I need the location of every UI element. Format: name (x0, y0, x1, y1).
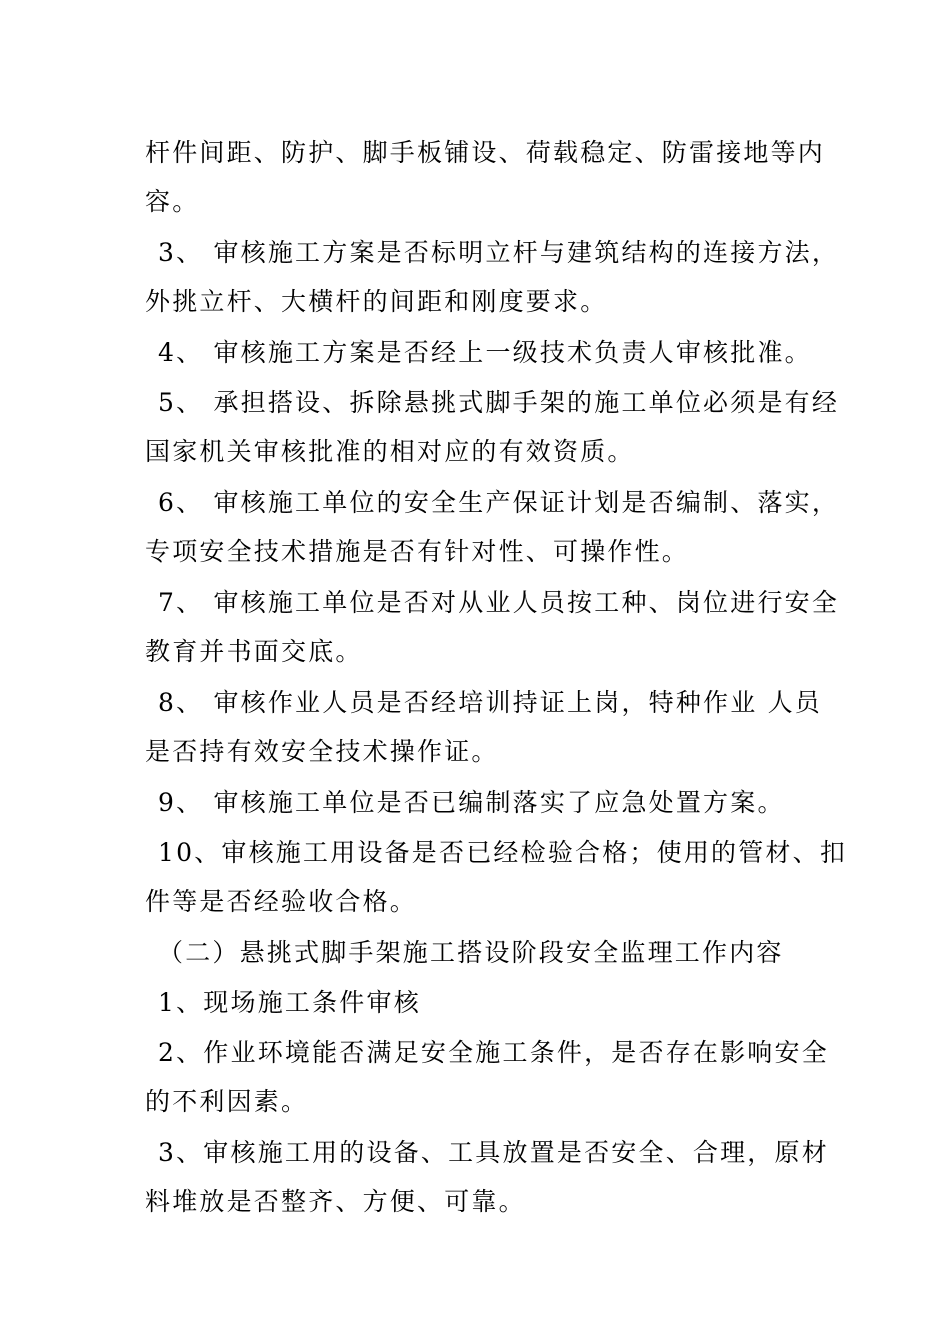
list-item-3b: 3、审核施工用的设备、工具放置是否安全、合理，原材 (158, 1138, 829, 1167)
text-line: 料堆放是否整齐、方便、可靠。 (145, 1187, 526, 1216)
section-heading: （二）悬挑式脚手架施工搭设阶段安全监理工作内容 (158, 938, 784, 967)
list-item-9: 9、 审核施工单位是否已编制落实了应急处置方案。 (158, 788, 785, 817)
list-item-8: 8、 审核作业人员是否经培训持证上岗，特种作业 人员 (158, 688, 823, 717)
list-item-3: 3、 审核施工方案是否标明立杆与建筑结构的连接方法， (158, 238, 840, 267)
text-line: 国家机关审核批准的相对应的有效资质。 (145, 437, 635, 466)
text-line: 容。 (145, 187, 200, 216)
list-item-7: 7、 审核施工单位是否对从业人员按工种、岗位进行安全 (158, 588, 840, 617)
list-item-6: 6、 审核施工单位的安全生产保证计划是否编制、落实， (158, 488, 840, 517)
text-line: 外挑立杆、大横杆的间距和刚度要求。 (145, 287, 608, 316)
list-item-1: 1、现场施工条件审核 (158, 988, 421, 1017)
text-line: 杆件间距、防护、脚手板铺设、荷载稳定、防雷接地等内 (145, 138, 826, 167)
text-line: 件等是否经验收合格。 (145, 887, 418, 916)
text-line: 是否持有效安全技术操作证。 (145, 737, 499, 766)
list-item-4: 4、 审核施工方案是否经上一级技术负责人审核批准。 (158, 338, 812, 367)
list-item-10: 10、审核施工用设备是否已经检验合格；使用的管材、扣 (158, 838, 848, 867)
text-line: 的不利因素。 (145, 1087, 309, 1116)
list-item-5: 5、 承担搭设、拆除悬挑式脚手架的施工单位必须是有经 (158, 388, 840, 417)
text-line: 专项安全技术措施是否有针对性、可操作性。 (145, 537, 690, 566)
list-item-2: 2、作业环境能否满足安全施工条件，是否存在影响安全 (158, 1038, 829, 1067)
text-line: 教育并书面交底。 (145, 637, 363, 666)
